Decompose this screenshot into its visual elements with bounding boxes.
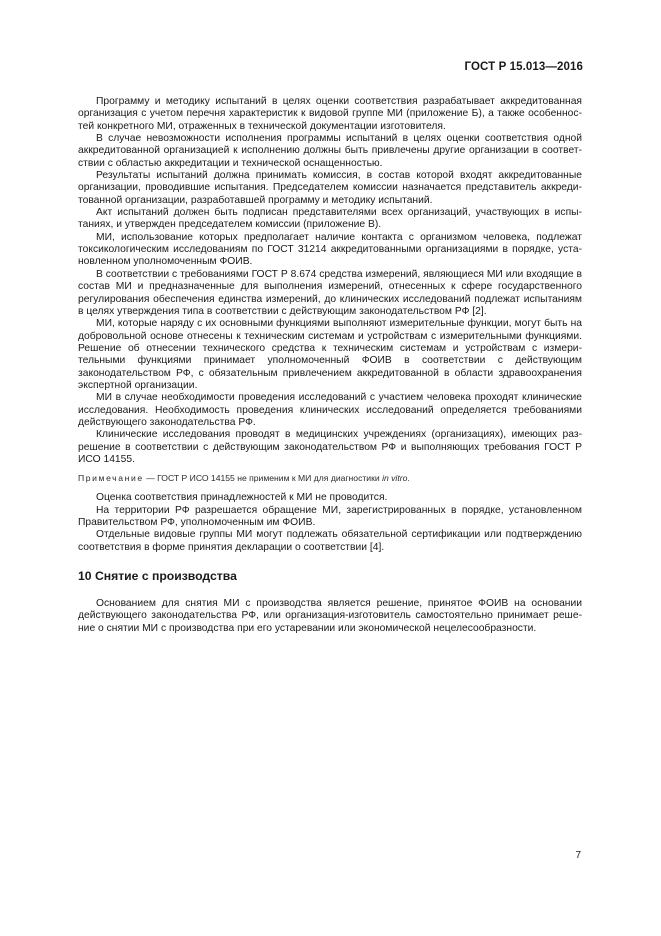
note: Примечание — ГОСТ Р ИСО 14155 не применим к МИ для диагностики in vitro.: [78, 473, 410, 484]
paragraph: Отдельные видовые группы МИ могут подлежать обязательной сертификации или подтверждению соответствия в форме принятия декларации о соответствии [4].: [78, 529, 582, 553]
paragraph: Основанием для снятия МИ с производства является решение, принятое ФОИВ на основании действующего законодательства РФ, или организация-изготовитель самостоятельно принимает решение о снятии МИ с производства при его устаревании или экономической нецелесообразности.: [78, 598, 582, 634]
note-label: Примечание: [78, 473, 144, 484]
paragraph: Акт испытаний должен быть подписан представителями всех организаций, участвующих в испытаниях, и утвержден председателем комиссии (приложение В).: [78, 207, 582, 231]
note-italic: in vitro: [382, 473, 408, 484]
paragraph: В соответствии с требованиями ГОСТ Р 8.674 средства измерений, являющиеся МИ или входящие в состав МИ и предназначенные для выполнения измерений, отнесенных к сфере государственного регулирования обеспечения единства измерений, до клинических исследований подлежат испытаниям в целях утверждения типа в соответствии с действующим законодательством РФ [2].: [78, 268, 582, 317]
paragraph: На территории РФ разрешается обращение МИ, зарегистрированных в порядке, установленном Правительством РФ, уполномоченным им ФОИВ.: [78, 504, 582, 528]
section-heading: 10 Снятие с производства: [78, 569, 237, 584]
document-body: [78, 96, 582, 635]
note-text: — ГОСТ Р ИСО 14155 не применим к МИ для диагностики: [143, 473, 383, 484]
paragraph: МИ в случае необходимости проведения исследований с участием человека проходят клинические исследования. Необходимость проведения клинических исследований определяется требованиями действующего законодательства РФ.: [78, 392, 582, 428]
page-number: 7: [575, 850, 581, 861]
document-code: ГОСТ Р 15.013—2016: [464, 61, 583, 73]
paragraph: Результаты испытаний должна принимать комиссия, в состав которой входят аккредитованные организации, проводившие испытания. Председателем комиссии назначается представитель аккредитованной организации, разработавшей программу и методику испытаний.: [78, 170, 582, 206]
paragraph: Клинические исследования проводят в медицинских учреждениях (организациях), имеющих разрешение в соответствии с действующим законодательством РФ и выполняющих требования ГОСТ Р ИСО 14155.: [78, 429, 582, 465]
paragraph: МИ, использование которых предполагает наличие контакта с организмом человека, подлежат токсикологическим исследованиям по ГОСТ 31214 аккредитованными организациями в порядке, установленном уполномоченным ФОИВ.: [78, 231, 582, 268]
paragraph: Программу и методику испытаний в целях оценки соответствия разрабатывает аккредитованная организация с учетом перечня характеристик к видовой группе МИ (приложение Б), а также особенностей конкретного МИ, отраженных в технической документации изготовителя.: [78, 96, 582, 132]
paragraph: Оценка соответствия принадлежностей к МИ не проводится.: [96, 492, 388, 504]
paragraph: В случае невозможности исполнения программы испытаний в целях оценки соответствия одной аккредитованной организацией к исполнению должны быть привлечены другие организации в соответствии с областью аккредитации и технической оснащенностью.: [78, 133, 582, 169]
paragraph: МИ, которые наряду с их основными функциями выполняют измерительные функции, могут быть на добровольной основе отнесены к техническим системам и устройствам с измерительными функциями. Решение об отнесении технического средства к техническим системам и устройствам с измерительными функциями принимает уполномоченный ФОИВ в соответствии с действующим законодательством РФ, с обязательным привлечением аккредитованной в области здравоохранения экспертной организации.: [78, 318, 582, 391]
